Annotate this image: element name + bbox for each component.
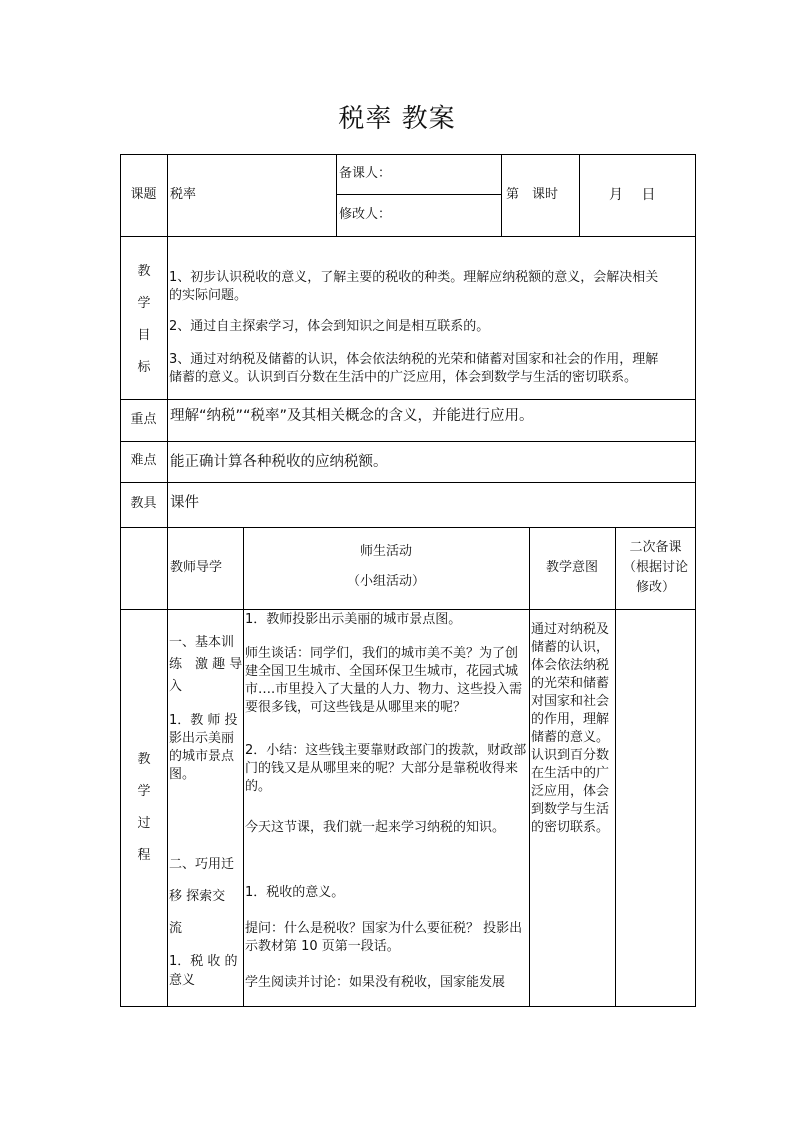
col-teacher-guide: 教师导学 xyxy=(170,560,223,575)
col-second-prep: 修改） xyxy=(635,580,675,595)
col-activity-title: 师生活动 xyxy=(359,544,412,559)
guide-section-2: 流 xyxy=(169,921,183,936)
key-point-label: 重点 xyxy=(130,412,157,427)
column-divider xyxy=(336,154,337,236)
column-divider xyxy=(243,527,244,1007)
objectives-label xyxy=(120,256,168,384)
activity-paragraph: 1．教师投影出示美丽的城市景点图。 xyxy=(245,612,462,627)
guide-section-1: 练 激 趣 导 xyxy=(169,657,243,672)
key-point-text: 理解“纳税”“税率”及其相关概念的含义，并能进行应用。 xyxy=(170,408,534,424)
topic-value: 税率 xyxy=(170,187,197,202)
date-label: 月 日 xyxy=(609,187,656,203)
label-char: 学 xyxy=(137,296,151,311)
objective-item-1: 1、初步认识税收的意义，了解主要的税收的种类。理解应纳税额的意义，会解决相关 xyxy=(169,270,659,285)
activity-paragraph: 1．税收的意义。 xyxy=(245,885,345,900)
column-divider xyxy=(501,154,502,236)
guide-section-1: 一、基本训 xyxy=(169,635,235,650)
objective-item-1-cont: 的实际问题。 xyxy=(169,288,248,303)
guide-section-1: 入 xyxy=(169,679,183,694)
guide-section-2: 二、巧用迁 xyxy=(169,857,235,872)
row-divider xyxy=(120,236,696,237)
row-divider xyxy=(120,399,696,400)
col-second-prep: （根据讨论 xyxy=(622,560,688,575)
label-char: 教 xyxy=(137,264,151,279)
row-divider xyxy=(120,482,696,483)
guide-item-2: 1．税 收 的 xyxy=(169,954,238,969)
teaching-aids-label: 教具 xyxy=(130,496,157,511)
difficulty-label: 难点 xyxy=(130,453,157,468)
preparer-label: 备课人： xyxy=(339,166,392,181)
col-second-prep: 二次备课 xyxy=(629,540,682,555)
row-divider xyxy=(120,441,696,442)
guide-section-2: 移 探索交 xyxy=(169,889,226,904)
column-divider xyxy=(529,527,530,1007)
topic-label: 课题 xyxy=(130,187,157,202)
col-activity-subtitle: （小组活动） xyxy=(346,574,425,589)
process-label xyxy=(120,744,168,872)
lesson-number-label: 第 课时 xyxy=(506,187,559,202)
reviser-label: 修改人： xyxy=(339,207,392,222)
row-divider xyxy=(120,527,696,528)
activity-paragraph: 今天这节课，我们就一起来学习纳税的知识。 xyxy=(245,820,506,835)
difficulty-text: 能正确计算各种税收的应纳税额。 xyxy=(170,454,388,470)
column-divider xyxy=(579,154,580,236)
row-divider xyxy=(336,194,501,195)
label-char: 教 xyxy=(137,752,151,767)
teaching-aids-text: 课件 xyxy=(170,495,199,511)
activity-paragraph: 学生阅读并讨论：如果没有税收，国家能发展 xyxy=(245,975,506,990)
activity-paragraph: 师生谈话：同学们，我们的城市美不美？为了创建全国卫生城市、全国环保卫生城市，花园式城市….市里投入了大量的人力、物力、这些投入需要很多钱，可这些钱是从哪里来的呢？ xyxy=(245,646,523,715)
objective-item-2: 2、通过自主探索学习，体会到知识之间是相互联系的。 xyxy=(169,319,490,334)
row-divider xyxy=(120,609,696,610)
label-char: 程 xyxy=(137,848,151,863)
guide-item-1: 1．教 师 投 影出示美丽的城市景点图。 xyxy=(169,713,238,782)
objective-item-3-cont: 储蓄的意义。认识到百分数在生活中的广泛应用，体会到数学与生活的密切联系。 xyxy=(169,370,638,385)
label-char: 目 xyxy=(137,328,151,343)
objective-item-3: 3、通过对纳税及储蓄的认识，体会依法纳税的光荣和储蓄对国家和社会的作用，理解 xyxy=(169,352,659,367)
label-char: 学 xyxy=(137,784,151,799)
activity-paragraph: 2．小结：这些钱主要靠财政部门的拨款，财政部门的钱又是从哪里来的呢？大部分是靠税收得来的。 xyxy=(245,743,527,794)
activity-paragraph: 提问：什么是税收？国家为什么要征税？ 投影出示教材第 10 页第一段话。 xyxy=(245,921,523,954)
column-divider xyxy=(615,527,616,1007)
label-char: 过 xyxy=(137,816,151,831)
guide-item-2: 意义 xyxy=(169,973,196,988)
label-char: 标 xyxy=(137,360,151,375)
document-title: 税率 教案 xyxy=(338,104,456,134)
col-teaching-intent: 教学意图 xyxy=(545,560,598,575)
teaching-intent-text: 通过对纳税及储蓄的认识，体会依法纳税的光荣和储蓄对国家和社会的作用，理解储蓄的意义。认识到百分数在生活中的广泛应用，体会到数学与生活的密切联系。 xyxy=(531,622,610,835)
